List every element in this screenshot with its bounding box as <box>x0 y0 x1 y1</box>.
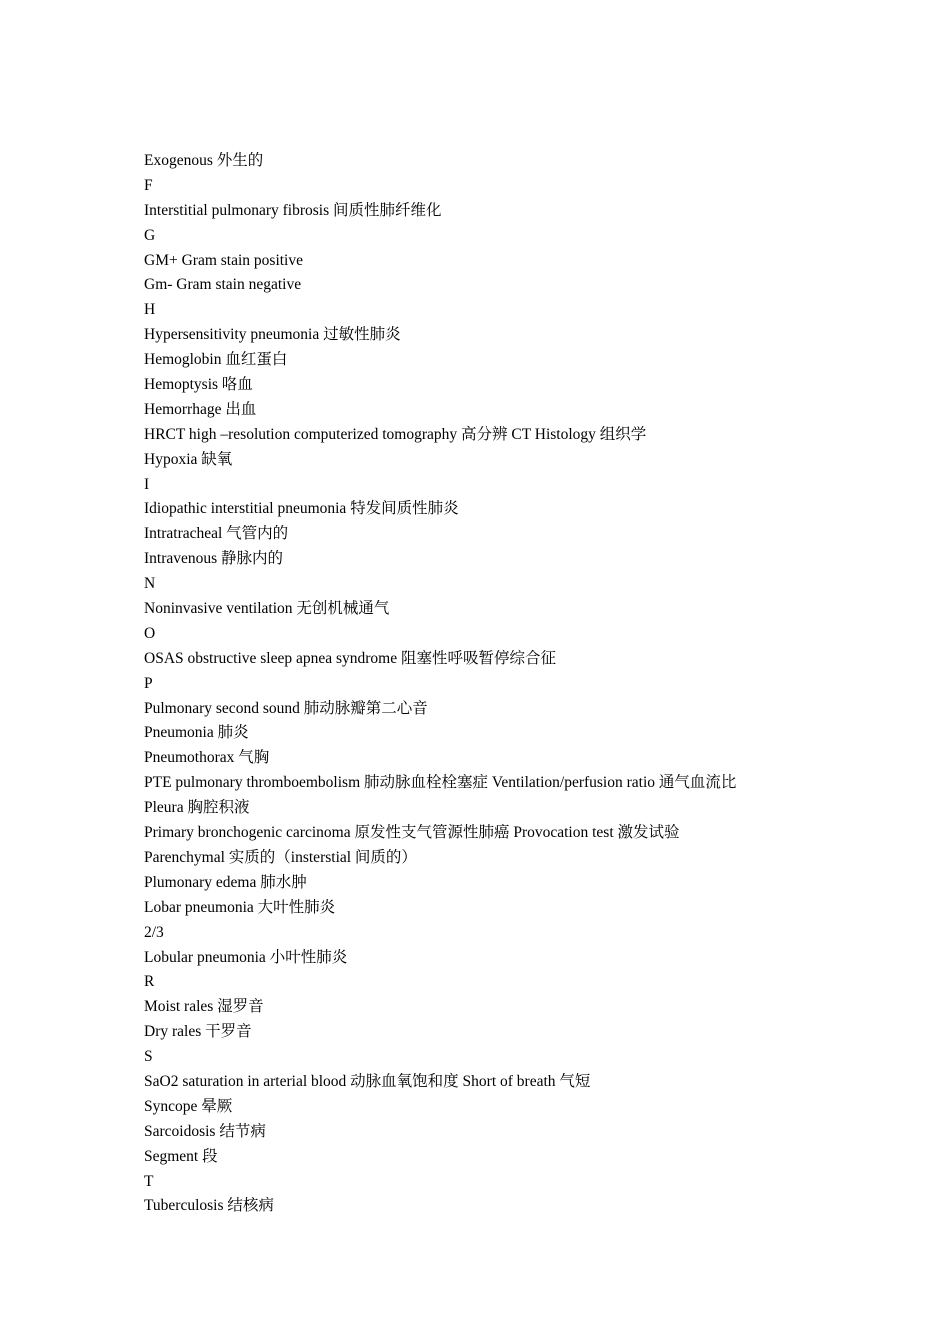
glossary-entry: Parenchymal 实质的（insterstial 间质的） <box>144 848 417 866</box>
glossary-entry: Primary bronchogenic carcinoma 原发性支气管源性肺癌 Provocation test 激发试验 <box>144 824 680 842</box>
glossary-entry: Noninvasive ventilation 无创机械通气 <box>144 600 390 618</box>
section-letter: S <box>144 1048 153 1066</box>
glossary-entry: Interstitial pulmonary fibrosis 间质性肺纤维化 <box>144 201 442 219</box>
glossary-entry: Segment 段 <box>144 1147 218 1165</box>
glossary-entry: Hemoptysis 咯血 <box>144 376 253 394</box>
section-letter: T <box>144 1172 154 1190</box>
glossary-entry: Idiopathic interstitial pneumonia 特发间质性肺炎 <box>144 500 459 518</box>
glossary-list <box>144 149 904 1219</box>
glossary-entry: Moist rales 湿罗音 <box>144 998 264 1016</box>
section-letter: F <box>144 176 153 194</box>
glossary-entry: HRCT high –resolution computerized tomography 高分辨 CT Histology 组织学 <box>144 425 647 443</box>
glossary-entry: Pneumothorax 气胸 <box>144 749 270 767</box>
section-letter: G <box>144 226 156 244</box>
glossary-entry: Plumonary edema 肺水肿 <box>144 873 307 891</box>
section-letter: R <box>144 973 155 991</box>
glossary-entry: Sarcoidosis 结节病 <box>144 1122 266 1140</box>
glossary-entry: Hemorrhage 出血 <box>144 400 257 418</box>
section-letter: I <box>144 475 150 493</box>
glossary-entry: Intratracheal 气管内的 <box>144 525 289 543</box>
glossary-entry: Lobar pneumonia 大叶性肺炎 <box>144 898 336 916</box>
glossary-entry: Dry rales 干罗音 <box>144 1023 252 1041</box>
glossary-entry: Hemoglobin 血红蛋白 <box>144 351 288 369</box>
section-letter: N <box>144 575 156 593</box>
glossary-entry: Intravenous 静脉内的 <box>144 550 284 568</box>
glossary-entry: Lobular pneumonia 小叶性肺炎 <box>144 948 348 966</box>
page-number: 2/3 <box>144 923 164 941</box>
glossary-entry: Exogenous 外生的 <box>144 152 264 169</box>
glossary-entry: SaO2 saturation in arterial blood 动脉血氧饱和度 Short of breath 气短 <box>144 1072 591 1090</box>
glossary-entry: OSAS obstructive sleep apnea syndrome 阻塞性呼吸暂停综合征 <box>144 649 556 667</box>
glossary-entry: Gm- Gram stain negative <box>144 276 302 294</box>
glossary-entry: GM+ Gram stain positive <box>144 251 303 269</box>
glossary-entry: Syncope 晕厥 <box>144 1097 233 1115</box>
section-letter: O <box>144 624 156 642</box>
glossary-entry: PTE pulmonary thromboembolism 肺动脉血栓栓塞症 Ventilation/perfusion ratio 通气血流比 <box>144 774 737 792</box>
section-letter: P <box>144 674 153 692</box>
glossary-entry: Tuberculosis 结核病 <box>144 1197 274 1215</box>
glossary-entry: Pneumonia 肺炎 <box>144 724 249 742</box>
glossary-entry: Hypoxia 缺氧 <box>144 450 233 468</box>
section-letter: H <box>144 301 156 319</box>
glossary-entry: Hypersensitivity pneumonia 过敏性肺炎 <box>144 326 401 344</box>
glossary-entry: Pleura 胸腔积液 <box>144 799 250 817</box>
glossary-entry: Pulmonary second sound 肺动脉瓣第二心音 <box>144 699 428 717</box>
